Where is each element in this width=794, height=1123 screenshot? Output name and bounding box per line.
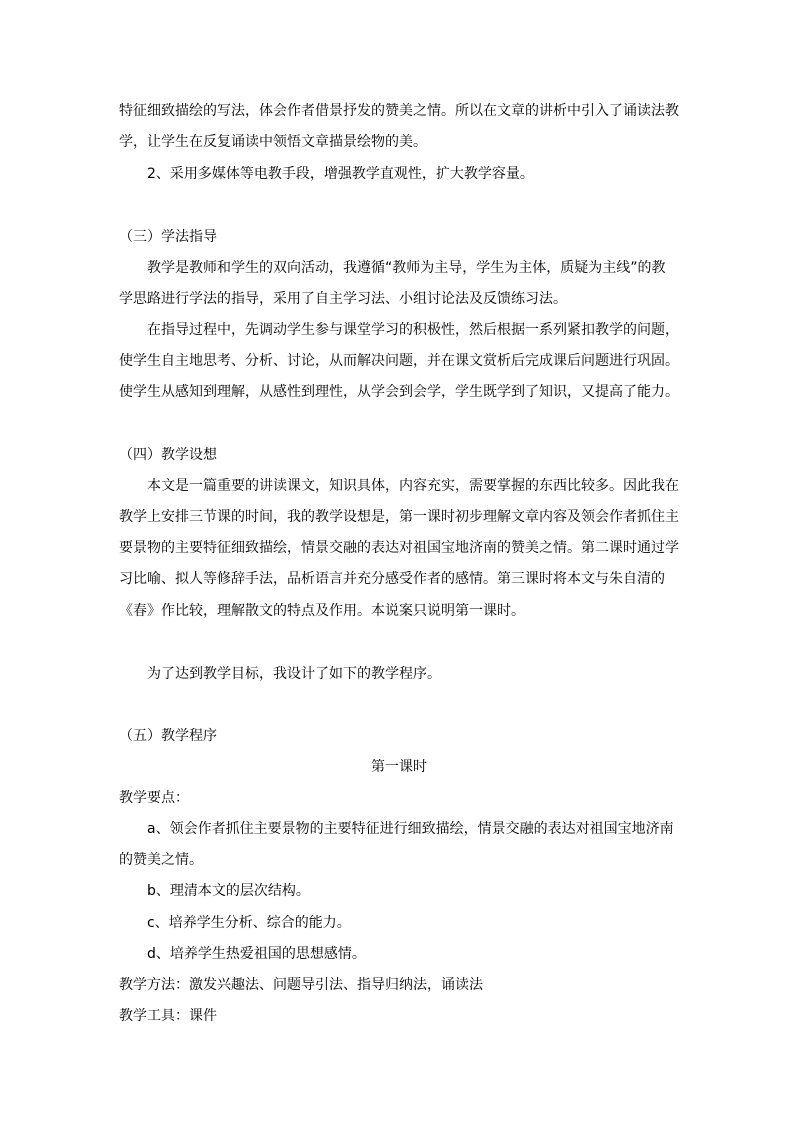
paragraph-line: 特征细致描绘的写法，体会作者借景抒发的赞美之情。所以在文章的讲析中引入了诵读法教	[119, 103, 679, 119]
section-heading: （四）教学设想	[119, 447, 217, 463]
paragraph-line: 学思路进行学法的指导，采用了自主学习法、小组讨论法及反馈练习法。	[119, 291, 567, 307]
paragraph-line: 2、采用多媒体等电教手段，增强教学直观性，扩大教学容量。	[147, 166, 534, 182]
key-point-d: d、培养学生热爱祖国的思想感情。	[147, 946, 366, 962]
paragraph-line: 习比喻、拟人等修辞手法，品析语言并充分感受作者的感情。第三课时将本文与朱自清的	[119, 571, 665, 587]
key-point-b: b、理清本文的层次结构。	[147, 883, 310, 899]
paragraph-line: 要景物的主要特征细致描绘，情景交融的表达对祖国宝地济南的赞美之情。第二课时通过学	[119, 540, 679, 556]
paragraph-line: 《春》作比较，理解散文的特点及作用。本说案只说明第一课时。	[119, 603, 525, 619]
key-point-a: a、领会作者抓住主要景物的主要特征进行细致描绘，情景交融的表达对祖国宝地济南	[147, 821, 674, 837]
section-heading: （三）学法指导	[119, 229, 217, 245]
key-point-a-continued: 的赞美之情。	[119, 852, 203, 868]
paragraph-line: 教学是教师和学生的双向活动，我遵循“教师为主导，学生为主体，质疑为主线”的教	[147, 260, 666, 276]
teaching-methods: 教学方法：激发兴趣法、问题导引法、指导归纳法，诵读法	[119, 977, 483, 993]
teaching-tools: 教学工具：课件	[119, 1008, 217, 1024]
paragraph-line: 本文是一篇重要的讲读课文，知识具体，内容充实，需要掌握的东西比较多。因此我在	[147, 478, 679, 494]
paragraph-line: 在指导过程中，先调动学生参与课堂学习的积极性，然后根据一系列紧扣教学的问题，	[147, 322, 679, 338]
paragraph-line: 教学上安排三节课的时间，我的教学设想是，第一课时初步理解文章内容及领会作者抓住主	[119, 509, 679, 525]
paragraph-line: 使学生自主地思考、分析、讨论，从而解决问题，并在课文赏析后完成课后问题进行巩固。	[119, 353, 679, 369]
section-heading: （五）教学程序	[119, 728, 217, 744]
paragraph-line: 学，让学生在反复诵读中领悟文章描景绘物的美。	[119, 134, 427, 150]
key-point-c: c、培养学生分析、综合的能力。	[147, 915, 351, 931]
lesson-title: 第一课时	[371, 759, 427, 775]
paragraph-line: 使学生从感知到理解，从感性到理性，从学会到会学，学生既学到了知识，又提高了能力。	[119, 384, 679, 400]
paragraph-line: 为了达到教学目标，我设计了如下的教学程序。	[147, 666, 441, 682]
key-points-label: 教学要点：	[119, 790, 189, 806]
